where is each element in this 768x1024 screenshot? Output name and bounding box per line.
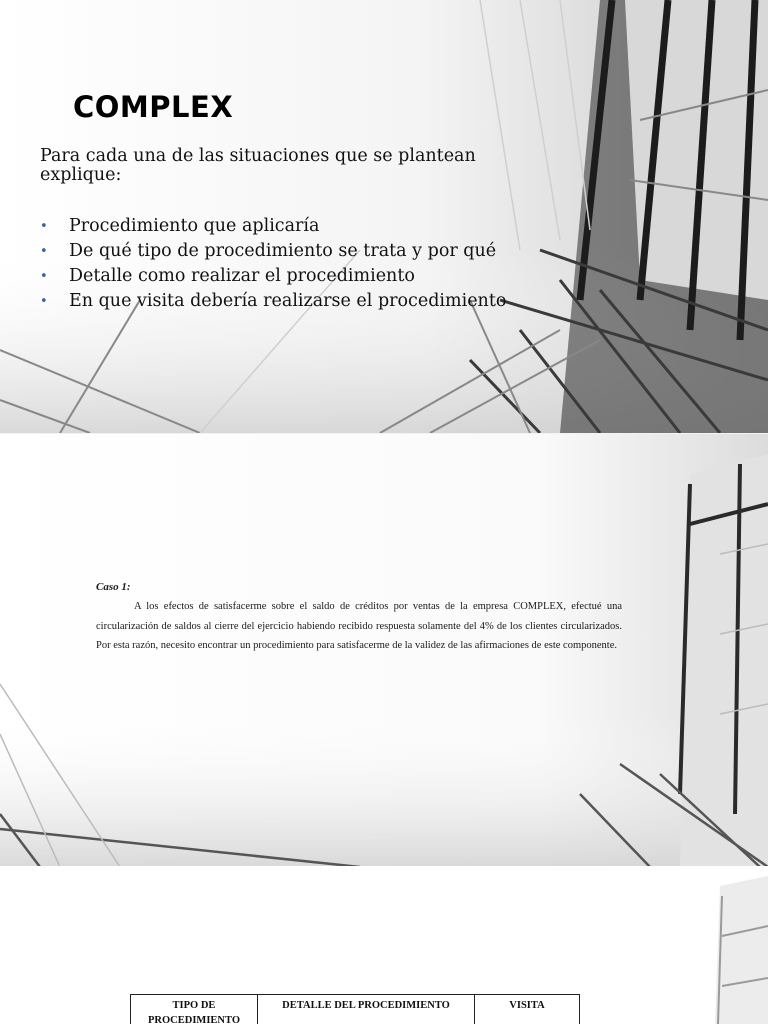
table-header-row: [131, 995, 580, 1024]
procedure-table: [130, 994, 580, 1024]
bullet-item: [40, 242, 550, 261]
slide-2: [0, 433, 768, 867]
bullet-dot-icon: •: [40, 269, 48, 284]
slide-3: [0, 866, 768, 1024]
bullet-item: [40, 292, 550, 311]
intro-text: Para cada una de las situaciones que se plantean explique:: [40, 146, 476, 185]
header-tipo-procedimiento: TIPO DE PROCEDIMIENTO: [131, 995, 258, 1024]
header-visita: VISITA: [475, 995, 580, 1024]
bullet-dot-icon: •: [40, 294, 48, 309]
case-description: A los efectos de satisfacerme sobre el saldo de créditos por ventas de la empresa COMPLEX, efectué una circularización de saldos al cierre del ejercicio habiendo recibido respuesta solamente del 4% de los clientes circularizados. Por esta razón, necesito encontrar un procedimiento para satisfacerme de la validez de las afirmaciones de este componente.: [96, 601, 622, 651]
bullet-text: En que visita debería realizarse el procedimiento: [69, 291, 507, 311]
bullet-text: De qué tipo de procedimiento se trata y por qué: [69, 241, 497, 261]
slide-title: COMPLEX: [73, 90, 234, 124]
bullet-list: [40, 217, 550, 317]
bullet-dot-icon: •: [40, 219, 48, 234]
bullet-text: Procedimiento que aplicaría: [69, 216, 320, 236]
bullet-item: [40, 267, 550, 286]
header-detalle-procedimiento: DETALLE DEL PROCEDIMIENTO: [258, 995, 475, 1024]
slide-1: [0, 0, 768, 433]
case-heading: Caso 1:: [96, 581, 131, 593]
bullet-text: Detalle como realizar el procedimiento: [69, 266, 415, 286]
bullet-dot-icon: •: [40, 244, 48, 259]
bullet-item: [40, 217, 550, 236]
case-card: [96, 580, 622, 656]
